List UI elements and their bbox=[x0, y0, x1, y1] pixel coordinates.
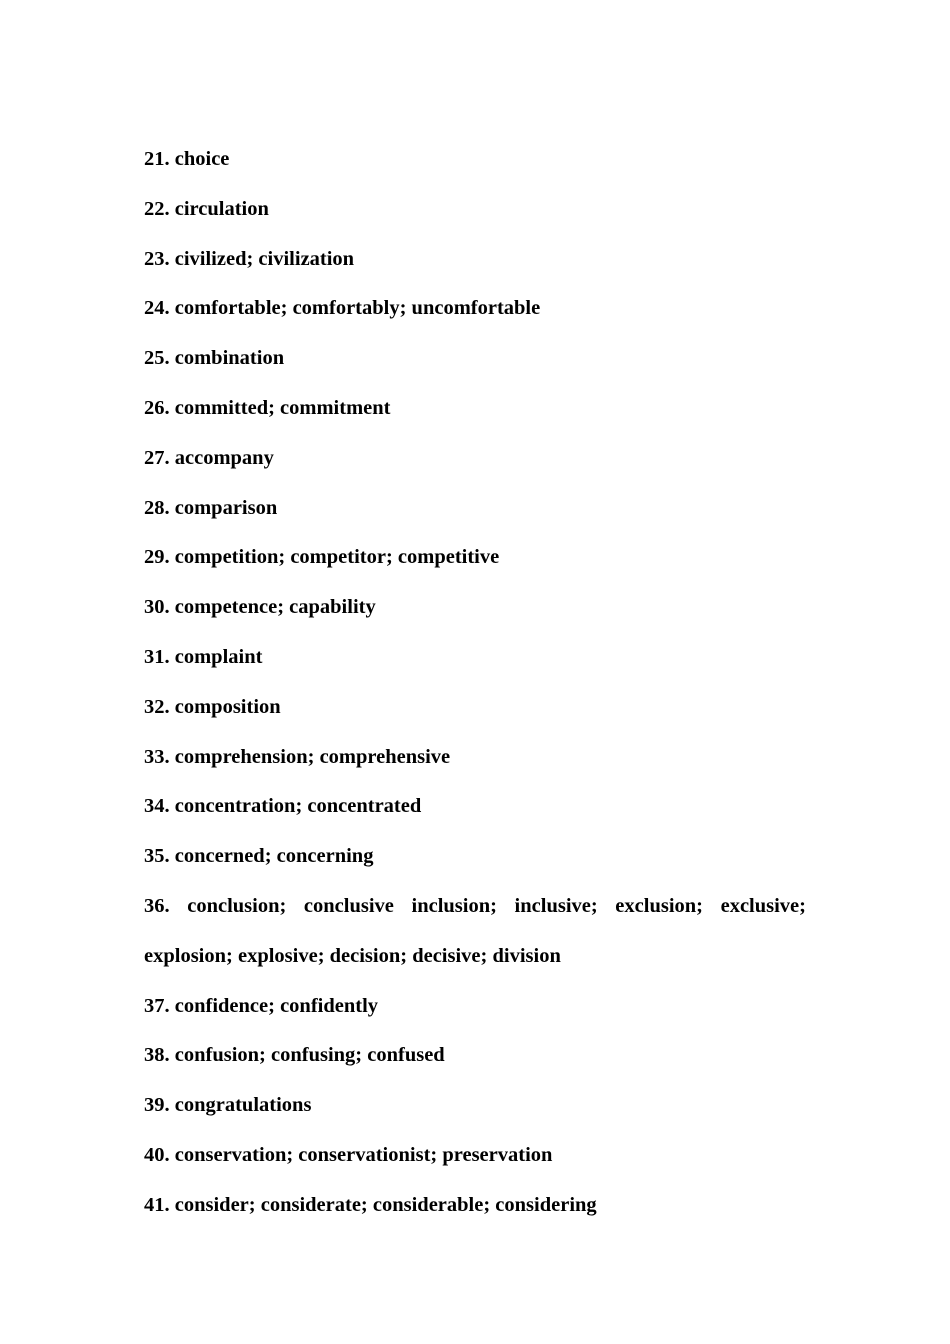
list-item: 23. civilized; civilization bbox=[144, 247, 355, 270]
list-item: 32. composition bbox=[144, 695, 281, 718]
list-item: 24. comfortable; comfortably; uncomfortable bbox=[144, 297, 541, 320]
list-item: 27. accompany bbox=[144, 446, 274, 469]
list-item: 30. competence; capability bbox=[144, 596, 376, 619]
list-item: 35. concerned; concerning bbox=[144, 845, 374, 868]
vocabulary-list bbox=[144, 135, 806, 1231]
list-item: 38. confusion; confusing; confused bbox=[144, 1044, 445, 1067]
list-item: 36. conclusion; conclusive inclusion; inclusive; exclusion; exclusive; explosion; explosive; decision; decisive; division bbox=[144, 894, 806, 967]
list-item: 25. combination bbox=[144, 347, 285, 370]
list-item: 31. complaint bbox=[144, 645, 263, 668]
list-item: 37. confidence; confidently bbox=[144, 994, 379, 1017]
list-item: 28. comparison bbox=[144, 496, 278, 519]
list-item: 26. committed; commitment bbox=[144, 396, 391, 419]
list-item: 33. comprehension; comprehensive bbox=[144, 745, 451, 768]
list-item: 41. consider; considerate; considerable; considering bbox=[144, 1193, 597, 1216]
list-item: 39. congratulations bbox=[144, 1094, 312, 1117]
list-item: 40. conservation; conservationist; preservation bbox=[144, 1143, 553, 1166]
list-item: 22. circulation bbox=[144, 197, 269, 220]
list-item: 34. concentration; concentrated bbox=[144, 795, 422, 818]
list-item: 21. choice bbox=[144, 148, 230, 170]
list-item: 29. competition; competitor; competitive bbox=[144, 546, 500, 569]
